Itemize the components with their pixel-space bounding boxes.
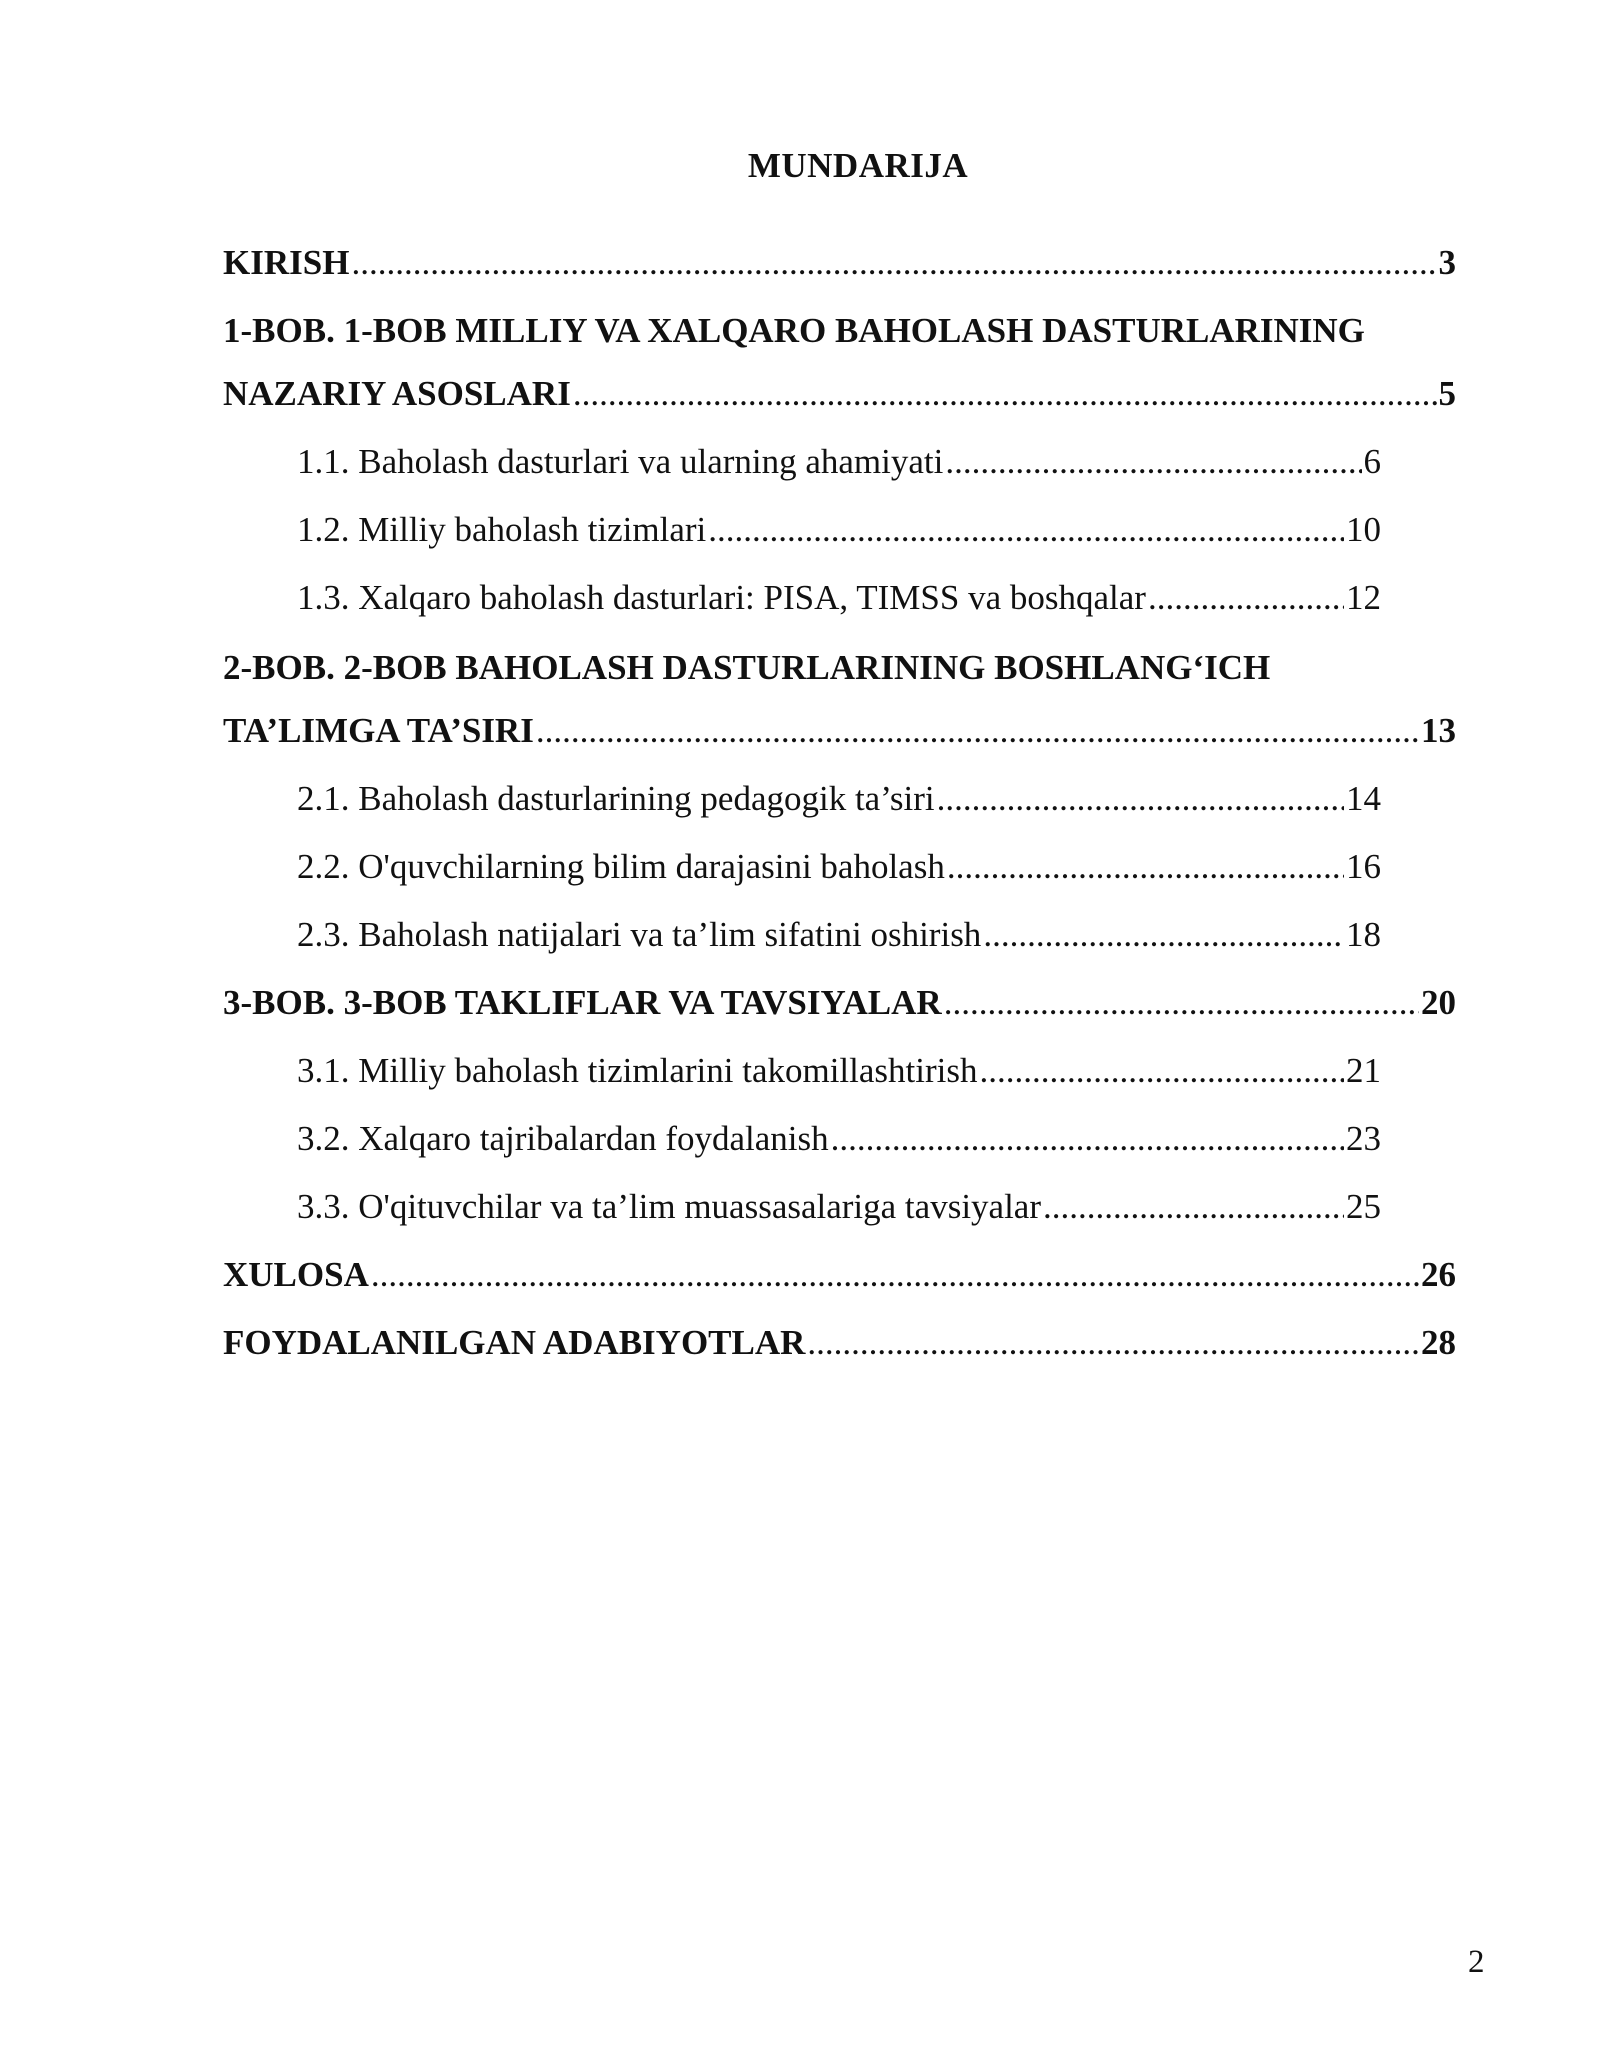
toc-label: 2.3. Baholash natijalari va ta’lim sifatini oshirish [297, 915, 982, 954]
toc-page-number: 23 [1346, 1119, 1381, 1158]
toc-page-number: 26 [1421, 1255, 1456, 1294]
toc-label: TA’LIMGA TA’SIRI [223, 711, 534, 750]
toc-page-number: 20 [1421, 983, 1456, 1022]
dot-leader [937, 779, 1344, 819]
toc-label: 2.2. O'quvchilarning bilim darajasini baholash [297, 847, 945, 886]
dot-leader [945, 442, 1361, 482]
toc-entry-xulosa[interactable] [223, 1255, 1456, 1295]
dot-leader [831, 1119, 1344, 1159]
toc-entry-kirish[interactable] [223, 243, 1456, 283]
dot-leader [708, 510, 1344, 550]
toc-page-number: 13 [1421, 711, 1456, 750]
toc-entry-1-2[interactable] [297, 510, 1381, 550]
dot-leader [979, 1051, 1344, 1091]
toc-page-number: 21 [1346, 1051, 1381, 1090]
dot-leader [983, 915, 1344, 955]
toc-page-number: 5 [1438, 374, 1456, 413]
dot-leader [947, 847, 1344, 887]
dot-leader [573, 374, 1437, 414]
toc-page-number: 6 [1363, 442, 1381, 481]
toc-label: 3-BOB. 3-BOB TAKLIFLAR VA TAVSIYALAR [223, 983, 942, 1022]
toc-label: FOYDALANILGAN ADABIYOTLAR [223, 1323, 806, 1362]
toc-entry-chapter1[interactable] [223, 374, 1456, 414]
toc-label: 3.2. Xalqaro tajribalardan foydalanish [297, 1119, 829, 1158]
toc-page-number: 14 [1346, 779, 1381, 818]
page-title: MUNDARIJA [747, 146, 969, 185]
toc-label: 3.1. Milliy baholash tizimlarini takomillashtirish [297, 1051, 978, 1090]
toc-entry-1-3[interactable] [297, 578, 1381, 618]
toc-entry-chapter3[interactable] [223, 983, 1456, 1023]
toc-entry-1-1[interactable] [297, 442, 1381, 482]
toc-page-number: 12 [1346, 578, 1381, 617]
toc-entry-3-1[interactable] [297, 1051, 1381, 1091]
toc-entry-3-3[interactable] [297, 1187, 1381, 1227]
toc-entry-2-2[interactable] [297, 847, 1381, 887]
dot-leader [944, 983, 1419, 1023]
toc-page-number: 18 [1346, 915, 1381, 954]
toc-label: 1.3. Xalqaro baholash dasturlari: PISA, TIMSS va boshqalar [297, 578, 1146, 617]
toc-label: XULOSA [223, 1255, 369, 1294]
dot-leader [536, 711, 1419, 751]
toc-entry-chapter2[interactable] [223, 711, 1456, 751]
dot-leader [371, 1255, 1419, 1295]
dot-leader [1148, 578, 1344, 618]
toc-label: 1.2. Milliy baholash tizimlari [297, 510, 707, 549]
toc-chapter1-title-line1[interactable]: 1-BOB. 1-BOB MILLIY VA XALQARO BAHOLASH DASTURLARINING [223, 311, 1365, 350]
toc-entry-adabiyotlar[interactable] [223, 1323, 1456, 1363]
toc-page-number: 16 [1346, 847, 1381, 886]
toc-label: 2.1. Baholash dasturlarining pedagogik ta’siri [297, 779, 935, 818]
page-number: 2 [1468, 1944, 1485, 1980]
dot-leader [351, 243, 1436, 283]
toc-label: KIRISH [223, 243, 350, 282]
toc-label: NAZARIY ASOSLARI [223, 374, 571, 413]
toc-page-number: 10 [1346, 510, 1381, 549]
toc-page-number: 25 [1346, 1187, 1381, 1226]
toc-entry-2-3[interactable] [297, 915, 1381, 955]
toc-page-number: 28 [1421, 1323, 1456, 1362]
toc-entry-2-1[interactable] [297, 779, 1381, 819]
toc-page-number: 3 [1438, 243, 1456, 282]
toc-chapter2-title-line1[interactable]: 2-BOB. 2-BOB BAHOLASH DASTURLARINING BOSHLANG‘ICH [223, 648, 1271, 687]
toc-entry-3-2[interactable] [297, 1119, 1381, 1159]
toc-label: 3.3. O'qituvchilar va ta’lim muassasalariga tavsiyalar [297, 1187, 1041, 1226]
dot-leader [1043, 1187, 1344, 1227]
dot-leader [807, 1323, 1419, 1363]
toc-label: 1.1. Baholash dasturlari va ularning ahamiyati [297, 442, 944, 481]
